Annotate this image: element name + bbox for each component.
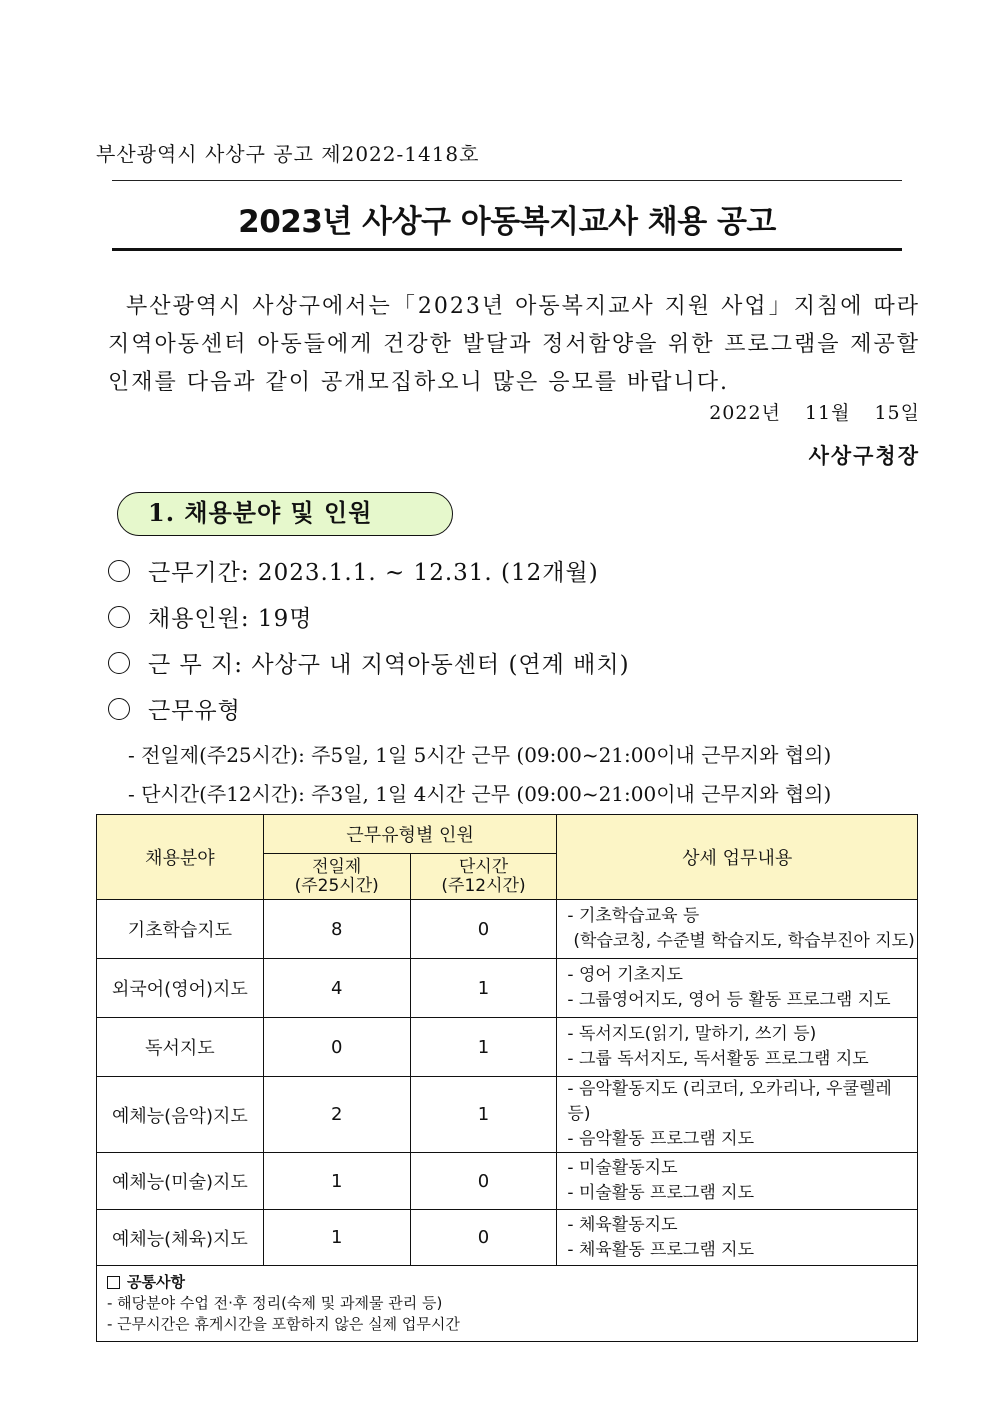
cell-parttime: 1 — [410, 1077, 557, 1153]
header-fulltime-line2: (주25시간) — [294, 875, 379, 896]
table-row — [97, 1077, 918, 1153]
detail-line-2: - 그룹영어지도, 영어 등 활동 프로그램 지도 — [567, 990, 891, 1010]
cell-category: 예체능(음악)지도 — [97, 1077, 264, 1153]
detail-line-2: - 음악활동 프로그램 지도 — [567, 1129, 754, 1149]
table-row — [97, 900, 918, 959]
header-fulltime-line1: 전일제 — [312, 856, 362, 877]
cell-detail — [557, 1210, 918, 1266]
table-row — [97, 1018, 918, 1077]
date-day: 15일 — [874, 402, 920, 424]
header-detail: 상세 업무내용 — [557, 815, 918, 900]
cell-detail — [557, 1077, 918, 1153]
common-notes — [97, 1266, 918, 1342]
page-title: 2023년 사상구 아동복지교사 채용 공고 — [238, 204, 776, 240]
cell-detail — [557, 959, 918, 1018]
cell-fulltime: 8 — [263, 900, 410, 959]
recruitment-table — [96, 814, 918, 1342]
signer: 사상구청장 — [808, 443, 920, 468]
table-row — [97, 1153, 918, 1210]
detail-line-1: - 독서지도(읽기, 말하기, 쓰기 등) — [567, 1024, 817, 1044]
cell-category: 예체능(체육)지도 — [97, 1210, 264, 1266]
detail-line-1: - 음악활동지도 (리코더, 오카리나, 우쿨렐레 등) — [567, 1079, 892, 1124]
detail-line-1: - 기초학습교육 등 — [567, 906, 700, 926]
bullet-count — [108, 600, 312, 633]
intro-line-3: 인재를 다음과 같이 공개모집하오니 많은 응모를 바랍니다. — [108, 370, 730, 395]
detail-line-2: - 미술활동 프로그램 지도 — [567, 1183, 754, 1203]
common-item: - 해당분야 수업 전·후 정리(숙제 및 과제물 관리 등) — [107, 1294, 443, 1312]
header-group: 근무유형별 인원 — [263, 815, 557, 854]
table-row — [97, 959, 918, 1018]
cell-parttime: 0 — [410, 1153, 557, 1210]
cell-detail — [557, 1018, 918, 1077]
bullet-location — [108, 646, 630, 679]
bullet-text: 채용인원: 19명 — [148, 606, 313, 632]
cell-category: 독서지도 — [97, 1018, 264, 1077]
intro-line-1: 부산광역시 사상구에서는「2023년 아동복지교사 지원 사업」지침에 따라 — [126, 294, 920, 319]
notice-number: 부산광역시 사상구 공고 제2022-1418호 — [96, 142, 480, 166]
table-row — [97, 1210, 918, 1266]
sub-parttime: - 단시간(주12시간): 주3일, 1일 4시간 근무 (09:00~21:00이내 근무지와 협의) — [128, 782, 832, 806]
section-heading: 1. 채용분야 및 인원 — [117, 492, 453, 536]
cell-category: 예체능(미술)지도 — [97, 1153, 264, 1210]
header-category: 채용분야 — [97, 815, 264, 900]
cell-fulltime: 2 — [263, 1077, 410, 1153]
header-parttime — [410, 854, 557, 900]
detail-line-1: - 영어 기초지도 — [567, 965, 683, 985]
circle-bullet-icon — [108, 560, 130, 582]
title-bottom-rule — [112, 248, 902, 251]
bullet-work-type — [108, 692, 241, 725]
common-heading — [107, 1272, 907, 1293]
common-heading-text: 공통사항 — [127, 1273, 185, 1291]
common-item: - 근무시간은 휴게시간을 포함하지 않은 실제 업무시간 — [107, 1315, 460, 1333]
detail-line-1: - 체육활동지도 — [567, 1214, 678, 1235]
cell-parttime: 1 — [410, 959, 557, 1018]
detail-line-2: (학습코칭, 수준별 학습지도, 학습부진아 지도) — [573, 931, 915, 951]
intro-paragraph — [108, 288, 920, 402]
detail-line-1: - 미술활동지도 — [567, 1158, 678, 1178]
sub-fulltime: - 전일제(주25시간): 주5일, 1일 5시간 근무 (09:00~21:00이내 근무지와 협의) — [128, 743, 832, 767]
circle-bullet-icon — [108, 652, 130, 674]
cell-fulltime: 1 — [263, 1210, 410, 1266]
circle-bullet-icon — [108, 606, 130, 628]
cell-category: 외국어(영어)지도 — [97, 959, 264, 1018]
cell-detail — [557, 900, 918, 959]
notice-date — [709, 398, 920, 425]
header-parttime-line2: (주12시간) — [441, 875, 526, 896]
cell-parttime: 0 — [410, 1210, 557, 1266]
bullet-text: 근무기간: 2023.1.1. ~ 12.31. (12개월) — [148, 560, 599, 586]
header-fulltime — [263, 854, 410, 900]
cell-detail — [557, 1153, 918, 1210]
bullet-text: 근 무 지: 사상구 내 지역아동센터 (연계 배치) — [148, 652, 630, 678]
intro-line-2: 지역아동센터 아동들에게 건강한 발달과 정서함양을 위한 프로그램을 제공할 — [108, 332, 920, 357]
detail-line-2: - 그룹 독서지도, 독서활동 프로그램 지도 — [567, 1049, 869, 1069]
square-checkbox-icon — [107, 1276, 120, 1289]
cell-fulltime: 1 — [263, 1153, 410, 1210]
cell-fulltime: 0 — [263, 1018, 410, 1077]
cell-parttime: 0 — [410, 900, 557, 959]
bullet-period — [108, 554, 599, 587]
date-year: 2022년 — [709, 402, 781, 424]
cell-fulltime: 4 — [263, 959, 410, 1018]
bullet-text: 근무유형 — [148, 698, 241, 724]
header-parttime-line1: 단시간 — [458, 856, 509, 877]
circle-bullet-icon — [108, 698, 130, 720]
date-month: 11월 — [804, 402, 851, 424]
detail-line-2: - 체육활동 프로그램 지도 — [567, 1239, 754, 1260]
cell-parttime: 1 — [410, 1018, 557, 1077]
cell-category: 기초학습지도 — [97, 900, 264, 959]
title-top-rule — [112, 180, 902, 181]
